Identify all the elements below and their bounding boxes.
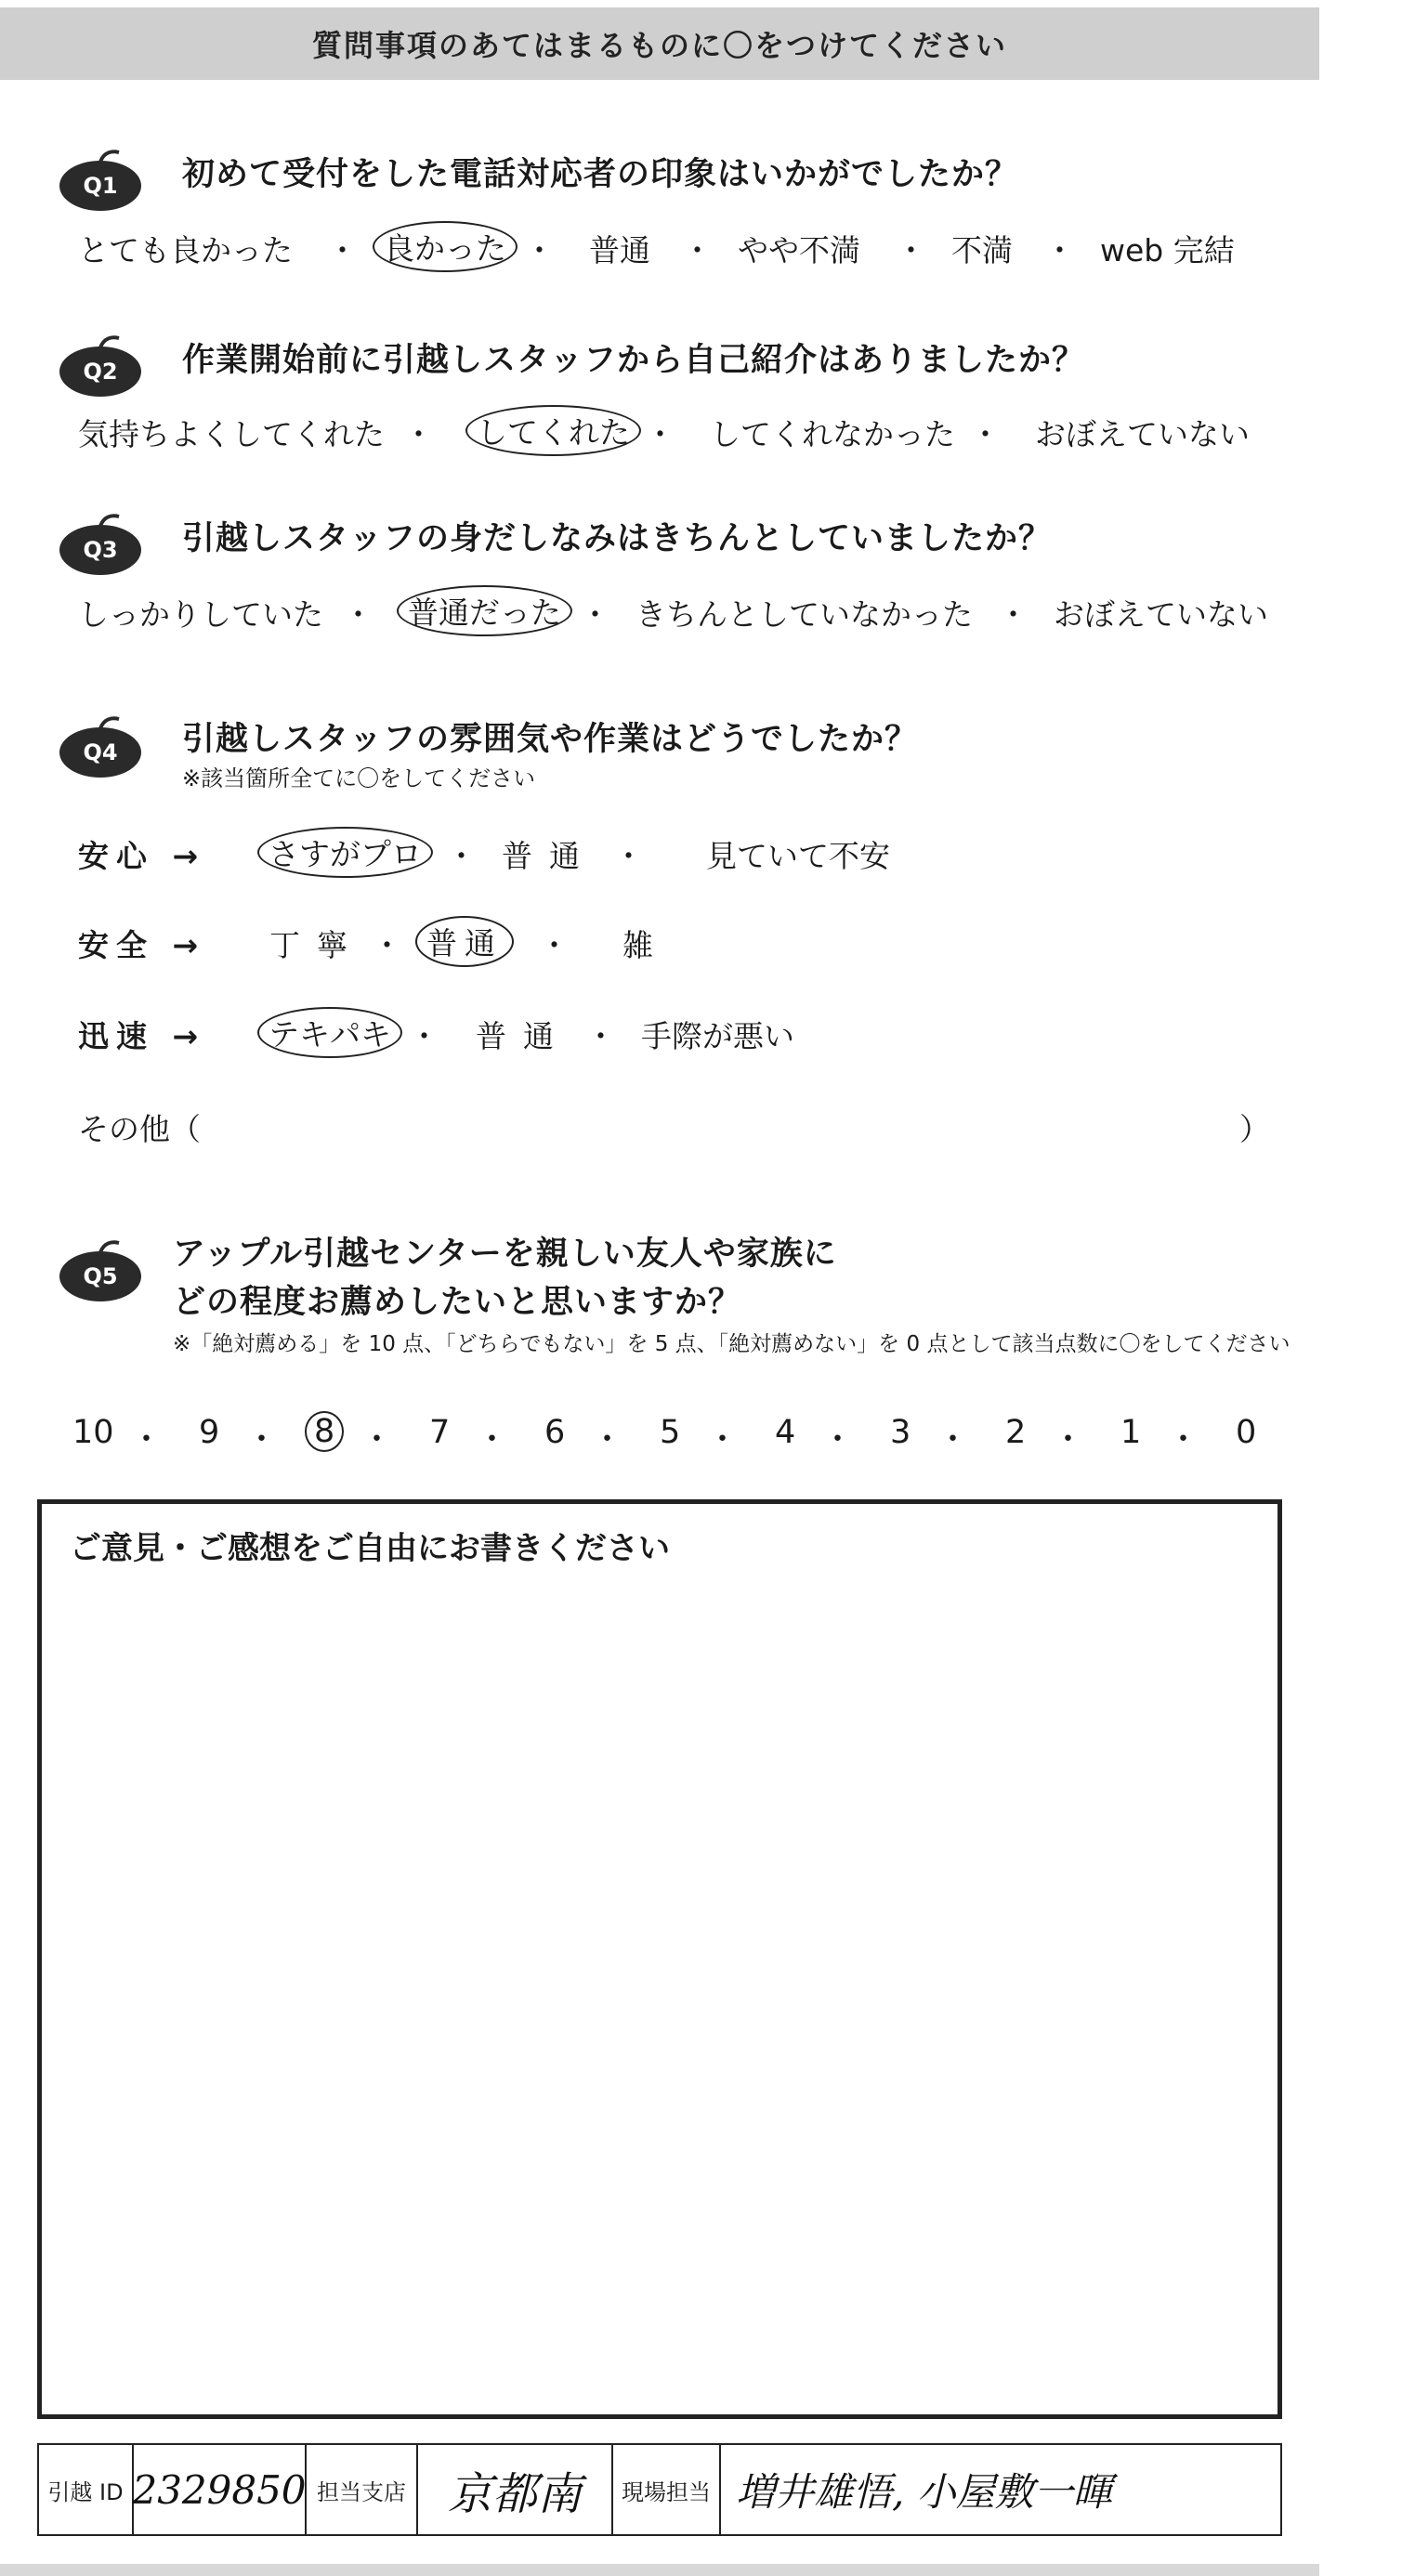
- q5-title-line1: アップル引越センターを親しい友人や家族に: [173, 1236, 837, 1273]
- q3-option-1[interactable]: しっかりしていた: [78, 596, 323, 633]
- q2-option-2-selected[interactable]: してくれた: [465, 405, 641, 456]
- q4-row-anzen-option-1[interactable]: 丁寧: [269, 927, 364, 963]
- score-option-selected[interactable]: 8: [305, 1411, 344, 1452]
- q4-note: ※該当箇所全てに〇をしてください: [182, 765, 536, 791]
- score-separator: ・: [1167, 1421, 1200, 1458]
- q2-separator: ・: [403, 416, 434, 452]
- score-separator: ・: [245, 1421, 279, 1458]
- score-separator: ・: [360, 1421, 394, 1458]
- q4-row-anzen-option-2-selected[interactable]: 普通: [415, 916, 514, 967]
- q4-row-anshin-option-3[interactable]: 見ていて不安: [706, 838, 890, 874]
- q4-row-jinsoku-option-3[interactable]: 手際が悪い: [641, 1018, 794, 1054]
- branch-value: 京都南: [447, 2467, 582, 2520]
- staff-value: 増井雄悟, 小屋敷一暉: [736, 2469, 1112, 2515]
- q3-option-2-selected[interactable]: 普通だった: [397, 585, 572, 636]
- q4-row-jinsoku-options: [269, 1013, 1199, 1053]
- header-title: 質問事項のあてはまるものに〇をつけてください: [311, 28, 1007, 63]
- q1-option-4[interactable]: やや不満: [738, 232, 860, 268]
- score-option[interactable]: 7: [429, 1414, 451, 1451]
- q1-separator: ・: [1044, 232, 1075, 268]
- q4-row-anzen-label: 安全 →: [78, 927, 206, 963]
- q4-separator: ・: [539, 927, 570, 963]
- q4-row-anshin-option-1-selected[interactable]: さすがプロ: [257, 827, 433, 878]
- score-option[interactable]: 10: [72, 1414, 114, 1451]
- q1-separator: ・: [524, 232, 555, 268]
- branch-label-cell: [307, 2445, 418, 2534]
- q4-row-anzen-options: [269, 922, 1199, 962]
- q1-separator: ・: [896, 232, 926, 268]
- q2-title: 作業開始前に引越しスタッフから自己紹介はありましたか？: [182, 342, 1086, 379]
- move-id-value: 2329850: [132, 2466, 307, 2513]
- q4-other-label: その他（: [78, 1111, 201, 1147]
- score-separator: ・: [591, 1421, 624, 1458]
- score-option[interactable]: 2: [1005, 1414, 1027, 1451]
- q2-option-3[interactable]: してくれなかった: [710, 416, 955, 452]
- footer-table: [37, 2443, 1282, 2536]
- q1-separator: ・: [682, 232, 713, 268]
- q3-title: 引越しスタッフの身だしなみはきちんとしていましたか？: [182, 520, 1053, 557]
- q1-option-1[interactable]: とても良かった: [78, 232, 293, 268]
- q4-separator: ・: [372, 927, 402, 963]
- q5-note: ※「絶対薦める」を 10 点、「どちらでもない」を 5 点、「絶対薦めない」を 0 点として該当点数に〇をしてください: [173, 1332, 1291, 1356]
- score-separator: ・: [476, 1421, 509, 1458]
- score-option[interactable]: 9: [199, 1414, 220, 1451]
- q5-score-row: [72, 1413, 1273, 1460]
- q4-row-anzen-option-3[interactable]: 雑: [622, 927, 653, 963]
- q1-option-6[interactable]: web 完結: [1100, 232, 1235, 268]
- staff-label: 現場担当: [622, 2478, 711, 2505]
- branch-value-cell: [418, 2445, 613, 2534]
- q5-title-line2: どの程度お薦めしたいと思いますか？: [173, 1284, 742, 1321]
- q2-option-4[interactable]: おぼえていない: [1035, 416, 1250, 452]
- q1-badge-text: Q1: [83, 173, 118, 199]
- score-option[interactable]: 4: [775, 1414, 796, 1451]
- q4-badge-text: Q4: [83, 739, 118, 765]
- q4-row-jinsoku-label: 迅速 →: [78, 1018, 206, 1054]
- q5-badge-text: Q5: [83, 1263, 118, 1289]
- q2-separator: ・: [970, 416, 1001, 452]
- q4-row-anshin-options: [269, 832, 1199, 873]
- q1-option-3[interactable]: 普通: [589, 232, 650, 268]
- q4-separator: ・: [446, 838, 477, 874]
- q2-badge-text: Q2: [83, 359, 118, 385]
- score-separator: ・: [821, 1421, 855, 1458]
- q1-option-5[interactable]: 不満: [951, 232, 1013, 268]
- q4-other-row: [78, 1105, 1286, 1146]
- q3-option-4[interactable]: おぼえていない: [1054, 596, 1268, 633]
- q3-option-3[interactable]: きちんとしていなかった: [635, 596, 973, 633]
- score-separator: ・: [1052, 1421, 1085, 1458]
- q1-badge: [58, 149, 143, 212]
- q3-separator: ・: [998, 596, 1028, 633]
- q4-separator: ・: [613, 838, 644, 874]
- comment-box-title: ご意見・ご感想をご自由にお書きください: [70, 1530, 670, 1567]
- q4-other-close: ）: [1239, 1111, 1270, 1147]
- q3-badge-text: Q3: [83, 537, 118, 563]
- score-option[interactable]: 6: [544, 1414, 566, 1451]
- score-separator: ・: [130, 1421, 164, 1458]
- q2-option-1[interactable]: 気持ちよくしてくれた: [78, 416, 385, 452]
- q5-badge: [58, 1239, 143, 1302]
- comment-box[interactable]: [37, 1499, 1282, 2419]
- q3-separator: ・: [343, 596, 373, 633]
- q4-title: 引越しスタッフの雰囲気や作業はどうでしたか？: [182, 721, 919, 758]
- score-option[interactable]: 1: [1120, 1414, 1142, 1451]
- q1-options: [78, 227, 1286, 268]
- q1-title: 初めて受付をした電話対応者の印象はいかがでしたか？: [182, 156, 1019, 193]
- score-separator: ・: [706, 1421, 740, 1458]
- staff-value-cell: [721, 2445, 1280, 2534]
- q2-options: [78, 411, 1286, 451]
- q4-row-jinsoku-option-2[interactable]: 普通: [476, 1018, 570, 1054]
- q4-separator: ・: [585, 1018, 616, 1054]
- move-id-label: 引越 ID: [47, 2478, 124, 2505]
- q4-row-anshin-option-2[interactable]: 普通: [502, 838, 596, 874]
- q2-separator: ・: [645, 416, 675, 452]
- score-option[interactable]: 5: [660, 1414, 681, 1451]
- q3-badge: [58, 513, 143, 576]
- score-option[interactable]: 3: [890, 1414, 911, 1451]
- q4-separator: ・: [409, 1018, 439, 1054]
- q3-options: [78, 591, 1286, 632]
- q1-option-2-selected[interactable]: 良かった: [373, 221, 518, 272]
- score-option[interactable]: 0: [1236, 1414, 1257, 1451]
- q1-separator: ・: [327, 232, 358, 268]
- q4-row-jinsoku-option-1-selected[interactable]: テキパキ: [257, 1007, 402, 1058]
- staff-label-cell: [613, 2445, 721, 2534]
- header-bar: [0, 7, 1319, 80]
- q2-badge: [58, 334, 143, 398]
- q4-badge: [58, 715, 143, 778]
- score-separator: ・: [937, 1421, 970, 1458]
- move-id-value-cell: [134, 2445, 307, 2534]
- branch-label: 担当支店: [317, 2478, 406, 2505]
- q3-separator: ・: [580, 596, 610, 633]
- bottom-bar: [0, 2564, 1319, 2576]
- move-id-label-cell: [39, 2445, 134, 2534]
- q4-row-anshin-label: 安心 →: [78, 838, 206, 874]
